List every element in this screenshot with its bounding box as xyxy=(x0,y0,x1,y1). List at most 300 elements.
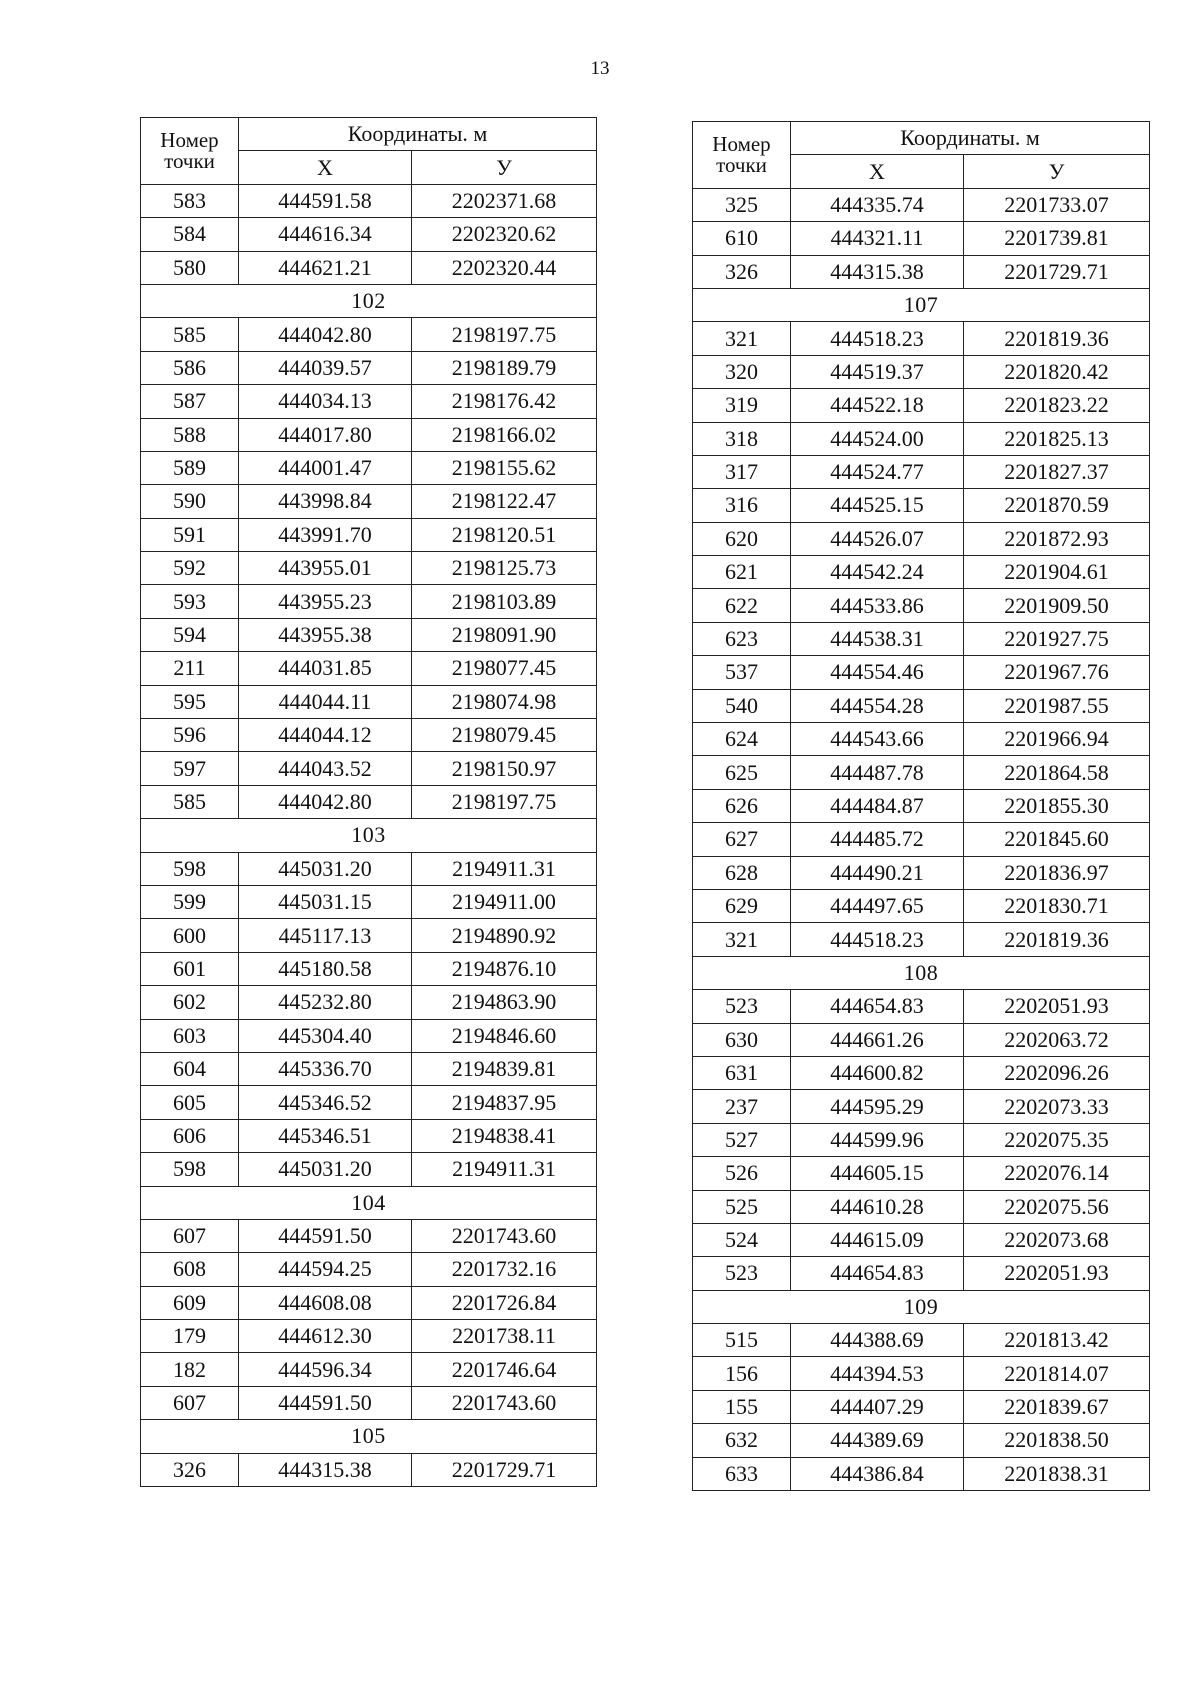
point-number-cell: 602 xyxy=(141,986,239,1019)
x-coordinate-cell: 444600.82 xyxy=(791,1056,964,1089)
x-coordinate-cell: 444017.80 xyxy=(239,418,412,451)
y-coordinate-cell: 2201839.67 xyxy=(964,1390,1150,1423)
y-coordinate-cell: 2201819.36 xyxy=(964,923,1150,956)
point-number-cell: 326 xyxy=(693,255,791,288)
x-coordinate-cell: 445346.51 xyxy=(239,1119,412,1152)
y-coordinate-cell: 2194846.60 xyxy=(412,1019,597,1052)
point-number-cell: 604 xyxy=(141,1052,239,1085)
y-coordinate-cell: 2202075.56 xyxy=(964,1190,1150,1223)
table-row xyxy=(141,1286,597,1319)
point-number-cell: 319 xyxy=(693,389,791,422)
y-coordinate-cell: 2201966.94 xyxy=(964,723,1150,756)
y-coordinate-cell: 2202096.26 xyxy=(964,1056,1150,1089)
table-row xyxy=(693,1357,1150,1390)
table-row xyxy=(693,322,1150,355)
table-row xyxy=(141,919,597,952)
y-coordinate-cell: 2201814.07 xyxy=(964,1357,1150,1390)
point-number-cell: 525 xyxy=(693,1190,791,1223)
point-number-cell: 590 xyxy=(141,485,239,518)
table-row xyxy=(141,1320,597,1353)
section-row xyxy=(693,1290,1150,1323)
table-row xyxy=(693,889,1150,922)
point-number-cell: 596 xyxy=(141,719,239,752)
x-coordinate-cell: 445232.80 xyxy=(239,986,412,1019)
table-row xyxy=(693,1324,1150,1357)
table-row xyxy=(141,952,597,985)
point-number-header: Номер точки xyxy=(693,122,791,189)
y-coordinate-cell: 2201738.11 xyxy=(412,1320,597,1353)
x-coordinate-cell: 445304.40 xyxy=(239,1019,412,1052)
y-coordinate-cell: 2202320.44 xyxy=(412,251,597,284)
table-row xyxy=(693,1457,1150,1490)
y-coordinate-cell: 2198122.47 xyxy=(412,485,597,518)
y-coordinate-cell: 2201855.30 xyxy=(964,789,1150,822)
y-coordinate-cell: 2194839.81 xyxy=(412,1052,597,1085)
y-coordinate-cell: 2198197.75 xyxy=(412,785,597,818)
x-coordinate-cell: 444315.38 xyxy=(239,1453,412,1486)
coordinates-header: Координаты. м xyxy=(239,118,597,151)
x-coordinate-cell: 445031.15 xyxy=(239,885,412,918)
x-coordinate-cell: 444315.38 xyxy=(791,255,964,288)
point-number-cell: 326 xyxy=(141,1453,239,1486)
y-coordinate-cell: 2201830.71 xyxy=(964,889,1150,922)
point-number-cell: 629 xyxy=(693,889,791,922)
x-coordinate-cell: 444407.29 xyxy=(791,1390,964,1423)
point-number-cell: 316 xyxy=(693,489,791,522)
table-row xyxy=(693,455,1150,488)
point-number-cell: 237 xyxy=(693,1090,791,1123)
point-number-cell: 609 xyxy=(141,1286,239,1319)
point-number-cell: 156 xyxy=(693,1357,791,1390)
point-number-cell: 592 xyxy=(141,552,239,585)
y-coordinate-cell: 2198176.42 xyxy=(412,385,597,418)
y-coordinate-cell: 2202073.33 xyxy=(964,1090,1150,1123)
table-row xyxy=(693,723,1150,756)
x-coordinate-cell: 444321.11 xyxy=(791,222,964,255)
point-number-cell: 321 xyxy=(693,923,791,956)
x-coordinate-cell: 444386.84 xyxy=(791,1457,964,1490)
x-coordinate-cell: 445346.52 xyxy=(239,1086,412,1119)
table-row xyxy=(141,1253,597,1286)
table-row xyxy=(141,986,597,1019)
y-coordinate-cell: 2198103.89 xyxy=(412,585,597,618)
table-row xyxy=(693,756,1150,789)
section-label: 102 xyxy=(141,284,597,317)
table-row xyxy=(693,1157,1150,1190)
table-row xyxy=(693,923,1150,956)
y-coordinate-cell: 2194837.95 xyxy=(412,1086,597,1119)
x-coordinate-cell: 444044.12 xyxy=(239,719,412,752)
x-coordinate-cell: 444518.23 xyxy=(791,322,964,355)
x-coordinate-cell: 444594.25 xyxy=(239,1253,412,1286)
x-coordinate-cell: 444608.08 xyxy=(239,1286,412,1319)
x-coordinate-cell: 444605.15 xyxy=(791,1157,964,1190)
x-coordinate-cell: 444524.00 xyxy=(791,422,964,455)
y-coordinate-cell: 2201909.50 xyxy=(964,589,1150,622)
y-coordinate-cell: 2198079.45 xyxy=(412,719,597,752)
point-number-cell: 588 xyxy=(141,418,239,451)
point-number-cell: 594 xyxy=(141,618,239,651)
x-coordinate-cell: 444543.66 xyxy=(791,723,964,756)
point-number-cell: 607 xyxy=(141,1219,239,1252)
y-coordinate-cell: 2194890.92 xyxy=(412,919,597,952)
y-coordinate-cell: 2202051.93 xyxy=(964,990,1150,1023)
table-row xyxy=(693,222,1150,255)
table-row xyxy=(693,1023,1150,1056)
x-coordinate-cell: 444612.30 xyxy=(239,1320,412,1353)
table-row xyxy=(693,1123,1150,1156)
point-number-cell: 585 xyxy=(141,318,239,351)
point-number-cell: 597 xyxy=(141,752,239,785)
x-coordinate-cell: 443991.70 xyxy=(239,518,412,551)
y-coordinate-cell: 2201726.84 xyxy=(412,1286,597,1319)
table-row xyxy=(141,652,597,685)
x-coordinate-cell: 444591.50 xyxy=(239,1219,412,1252)
table-row xyxy=(141,1153,597,1186)
y-coordinate-cell: 2198150.97 xyxy=(412,752,597,785)
coordinates-header: Координаты. м xyxy=(791,122,1150,155)
coordinates-table-right xyxy=(692,121,1150,1491)
point-number-cell: 580 xyxy=(141,251,239,284)
y-coordinate-cell: 2201838.50 xyxy=(964,1424,1150,1457)
y-coordinate-cell: 2201746.64 xyxy=(412,1353,597,1386)
x-coordinate-cell: 444615.09 xyxy=(791,1223,964,1256)
point-number-cell: 605 xyxy=(141,1086,239,1119)
x-coordinate-cell: 444542.24 xyxy=(791,556,964,589)
table-row xyxy=(693,622,1150,655)
y-coordinate-cell: 2194863.90 xyxy=(412,986,597,1019)
x-coordinate-cell: 444335.74 xyxy=(791,188,964,221)
y-coordinate-cell: 2198091.90 xyxy=(412,618,597,651)
y-header: У xyxy=(964,155,1150,188)
point-number-cell: 623 xyxy=(693,622,791,655)
point-number-cell: 318 xyxy=(693,422,791,455)
x-coordinate-cell: 445031.20 xyxy=(239,1153,412,1186)
point-number-cell: 211 xyxy=(141,652,239,685)
x-coordinate-cell: 444525.15 xyxy=(791,489,964,522)
point-number-cell: 624 xyxy=(693,723,791,756)
x-coordinate-cell: 444554.28 xyxy=(791,689,964,722)
table-row xyxy=(141,552,597,585)
point-number-cell: 631 xyxy=(693,1056,791,1089)
table-row xyxy=(141,1386,597,1419)
x-coordinate-cell: 444661.26 xyxy=(791,1023,964,1056)
y-coordinate-cell: 2201836.97 xyxy=(964,856,1150,889)
y-coordinate-cell: 2198120.51 xyxy=(412,518,597,551)
point-number-cell: 626 xyxy=(693,789,791,822)
point-number-cell: 320 xyxy=(693,355,791,388)
x-coordinate-cell: 444042.80 xyxy=(239,318,412,351)
x-coordinate-cell: 444595.29 xyxy=(791,1090,964,1123)
table-row xyxy=(141,585,597,618)
table-row xyxy=(693,389,1150,422)
table-row xyxy=(141,318,597,351)
section-label: 109 xyxy=(693,1290,1150,1323)
table-row xyxy=(693,789,1150,822)
table-row xyxy=(141,852,597,885)
point-number-cell: 627 xyxy=(693,823,791,856)
table-row xyxy=(141,885,597,918)
y-coordinate-cell: 2194911.31 xyxy=(412,852,597,885)
y-coordinate-cell: 2198074.98 xyxy=(412,685,597,718)
x-coordinate-cell: 444599.96 xyxy=(791,1123,964,1156)
table-row xyxy=(693,1257,1150,1290)
table-row xyxy=(141,1052,597,1085)
y-coordinate-cell: 2201845.60 xyxy=(964,823,1150,856)
x-coordinate-cell: 444042.80 xyxy=(239,785,412,818)
point-number-cell: 584 xyxy=(141,218,239,251)
table-row xyxy=(693,589,1150,622)
y-coordinate-cell: 2202076.14 xyxy=(964,1157,1150,1190)
x-coordinate-cell: 444654.83 xyxy=(791,1257,964,1290)
y-coordinate-cell: 2202075.35 xyxy=(964,1123,1150,1156)
point-number-cell: 625 xyxy=(693,756,791,789)
table-row xyxy=(141,1353,597,1386)
y-coordinate-cell: 2201743.60 xyxy=(412,1386,597,1419)
point-number-cell: 524 xyxy=(693,1223,791,1256)
table-row xyxy=(693,856,1150,889)
y-coordinate-cell: 2198155.62 xyxy=(412,451,597,484)
section-row xyxy=(693,288,1150,321)
table-row xyxy=(141,685,597,718)
table-row xyxy=(141,1453,597,1486)
y-coordinate-cell: 2194876.10 xyxy=(412,952,597,985)
table-row xyxy=(141,752,597,785)
point-number-cell: 540 xyxy=(693,689,791,722)
table-row xyxy=(693,188,1150,221)
x-coordinate-cell: 445117.13 xyxy=(239,919,412,952)
x-coordinate-cell: 444591.58 xyxy=(239,184,412,217)
point-number-cell: 587 xyxy=(141,385,239,418)
section-row xyxy=(141,1420,597,1453)
y-coordinate-cell: 2201813.42 xyxy=(964,1324,1150,1357)
x-coordinate-cell: 444526.07 xyxy=(791,522,964,555)
table-row xyxy=(141,719,597,752)
y-coordinate-cell: 2201872.93 xyxy=(964,522,1150,555)
table-row xyxy=(693,489,1150,522)
point-number-cell: 515 xyxy=(693,1324,791,1357)
table-row xyxy=(693,1190,1150,1223)
x-coordinate-cell: 444522.18 xyxy=(791,389,964,422)
x-coordinate-cell: 444554.46 xyxy=(791,656,964,689)
y-coordinate-cell: 2198166.02 xyxy=(412,418,597,451)
y-coordinate-cell: 2194911.00 xyxy=(412,885,597,918)
x-coordinate-cell: 444610.28 xyxy=(791,1190,964,1223)
y-coordinate-cell: 2201733.07 xyxy=(964,188,1150,221)
table-row xyxy=(141,351,597,384)
table-row xyxy=(141,184,597,217)
point-number-cell: 537 xyxy=(693,656,791,689)
x-coordinate-cell: 444621.21 xyxy=(239,251,412,284)
point-number-cell: 610 xyxy=(693,222,791,255)
table-row xyxy=(693,355,1150,388)
point-number-cell: 527 xyxy=(693,1123,791,1156)
page-number: 13 xyxy=(590,58,610,79)
y-coordinate-cell: 2201729.71 xyxy=(964,255,1150,288)
y-coordinate-cell: 2202320.62 xyxy=(412,218,597,251)
y-coordinate-cell: 2201987.55 xyxy=(964,689,1150,722)
x-coordinate-cell: 444484.87 xyxy=(791,789,964,822)
point-number-cell: 585 xyxy=(141,785,239,818)
x-coordinate-cell: 444039.57 xyxy=(239,351,412,384)
x-coordinate-cell: 445336.70 xyxy=(239,1052,412,1085)
table-row xyxy=(141,418,597,451)
point-number-cell: 155 xyxy=(693,1390,791,1423)
section-label: 108 xyxy=(693,956,1150,989)
table-row xyxy=(141,1019,597,1052)
x-coordinate-cell: 444524.77 xyxy=(791,455,964,488)
point-number-cell: 182 xyxy=(141,1353,239,1386)
point-number-cell: 607 xyxy=(141,1386,239,1419)
x-coordinate-cell: 444043.52 xyxy=(239,752,412,785)
coordinates-table-left xyxy=(140,117,597,1487)
y-coordinate-cell: 2198189.79 xyxy=(412,351,597,384)
y-coordinate-cell: 2202051.93 xyxy=(964,1257,1150,1290)
section-label: 107 xyxy=(693,288,1150,321)
table-row xyxy=(141,1219,597,1252)
x-coordinate-cell: 443955.23 xyxy=(239,585,412,618)
y-coordinate-cell: 2201870.59 xyxy=(964,489,1150,522)
point-number-cell: 622 xyxy=(693,589,791,622)
table-row xyxy=(693,823,1150,856)
x-coordinate-cell: 444538.31 xyxy=(791,622,964,655)
table-row xyxy=(693,422,1150,455)
table-row xyxy=(693,1223,1150,1256)
point-number-cell: 523 xyxy=(693,990,791,1023)
table-row xyxy=(693,689,1150,722)
table-row xyxy=(693,556,1150,589)
y-coordinate-cell: 2201827.37 xyxy=(964,455,1150,488)
x-coordinate-cell: 444001.47 xyxy=(239,451,412,484)
y-coordinate-cell: 2202063.72 xyxy=(964,1023,1150,1056)
table-row xyxy=(141,618,597,651)
y-coordinate-cell: 2198197.75 xyxy=(412,318,597,351)
table-row xyxy=(141,785,597,818)
point-number-header: Номер точки xyxy=(141,118,239,185)
section-row xyxy=(141,284,597,317)
table-body xyxy=(693,188,1150,1490)
x-coordinate-cell: 444518.23 xyxy=(791,923,964,956)
point-number-cell: 589 xyxy=(141,451,239,484)
table-row xyxy=(141,518,597,551)
point-number-cell: 628 xyxy=(693,856,791,889)
x-coordinate-cell: 445180.58 xyxy=(239,952,412,985)
table-row xyxy=(141,385,597,418)
section-row xyxy=(693,956,1150,989)
y-header: У xyxy=(412,151,597,184)
x-coordinate-cell: 445031.20 xyxy=(239,852,412,885)
point-number-cell: 591 xyxy=(141,518,239,551)
section-label: 105 xyxy=(141,1420,597,1453)
point-number-cell: 325 xyxy=(693,188,791,221)
y-coordinate-cell: 2201864.58 xyxy=(964,756,1150,789)
point-number-cell: 321 xyxy=(693,322,791,355)
y-coordinate-cell: 2201838.31 xyxy=(964,1457,1150,1490)
y-coordinate-cell: 2202073.68 xyxy=(964,1223,1150,1256)
point-number-cell: 632 xyxy=(693,1424,791,1457)
table-row xyxy=(693,522,1150,555)
y-coordinate-cell: 2194838.41 xyxy=(412,1119,597,1152)
table-row xyxy=(693,1056,1150,1089)
table-row xyxy=(693,255,1150,288)
point-number-cell: 598 xyxy=(141,852,239,885)
y-coordinate-cell: 2202371.68 xyxy=(412,184,597,217)
point-number-cell: 621 xyxy=(693,556,791,589)
point-number-cell: 608 xyxy=(141,1253,239,1286)
x-coordinate-cell: 443998.84 xyxy=(239,485,412,518)
point-number-cell: 595 xyxy=(141,685,239,718)
x-header: X xyxy=(791,155,964,188)
x-coordinate-cell: 443955.38 xyxy=(239,618,412,651)
x-coordinate-cell: 444394.53 xyxy=(791,1357,964,1390)
table-row xyxy=(141,218,597,251)
x-coordinate-cell: 444485.72 xyxy=(791,823,964,856)
point-number-cell: 586 xyxy=(141,351,239,384)
x-coordinate-cell: 444497.65 xyxy=(791,889,964,922)
point-number-cell: 599 xyxy=(141,885,239,918)
x-header: X xyxy=(239,151,412,184)
point-number-cell: 593 xyxy=(141,585,239,618)
point-number-cell: 601 xyxy=(141,952,239,985)
point-number-cell: 603 xyxy=(141,1019,239,1052)
point-number-cell: 583 xyxy=(141,184,239,217)
y-coordinate-cell: 2201820.42 xyxy=(964,355,1150,388)
x-coordinate-cell: 444654.83 xyxy=(791,990,964,1023)
y-coordinate-cell: 2194911.31 xyxy=(412,1153,597,1186)
y-coordinate-cell: 2201825.13 xyxy=(964,422,1150,455)
x-coordinate-cell: 443955.01 xyxy=(239,552,412,585)
y-coordinate-cell: 2201819.36 xyxy=(964,322,1150,355)
section-label: 103 xyxy=(141,819,597,852)
point-number-cell: 598 xyxy=(141,1153,239,1186)
table-row xyxy=(141,485,597,518)
y-coordinate-cell: 2201967.76 xyxy=(964,656,1150,689)
table-row xyxy=(141,251,597,284)
table-row xyxy=(141,451,597,484)
point-number-cell: 633 xyxy=(693,1457,791,1490)
table-body xyxy=(141,184,597,1486)
y-coordinate-cell: 2198077.45 xyxy=(412,652,597,685)
y-coordinate-cell: 2198125.73 xyxy=(412,552,597,585)
y-coordinate-cell: 2201823.22 xyxy=(964,389,1150,422)
x-coordinate-cell: 444034.13 xyxy=(239,385,412,418)
point-number-cell: 606 xyxy=(141,1119,239,1152)
x-coordinate-cell: 444389.69 xyxy=(791,1424,964,1457)
x-coordinate-cell: 444487.78 xyxy=(791,756,964,789)
point-number-cell: 317 xyxy=(693,455,791,488)
point-number-cell: 630 xyxy=(693,1023,791,1056)
point-number-cell: 526 xyxy=(693,1157,791,1190)
y-coordinate-cell: 2201729.71 xyxy=(412,1453,597,1486)
x-coordinate-cell: 444519.37 xyxy=(791,355,964,388)
table-row xyxy=(693,1424,1150,1457)
x-coordinate-cell: 444591.50 xyxy=(239,1386,412,1419)
section-row xyxy=(141,819,597,852)
table-row xyxy=(693,656,1150,689)
x-coordinate-cell: 444533.86 xyxy=(791,589,964,622)
y-coordinate-cell: 2201739.81 xyxy=(964,222,1150,255)
section-label: 104 xyxy=(141,1186,597,1219)
x-coordinate-cell: 444596.34 xyxy=(239,1353,412,1386)
point-number-cell: 620 xyxy=(693,522,791,555)
table-row xyxy=(693,1390,1150,1423)
y-coordinate-cell: 2201732.16 xyxy=(412,1253,597,1286)
x-coordinate-cell: 444616.34 xyxy=(239,218,412,251)
x-coordinate-cell: 444388.69 xyxy=(791,1324,964,1357)
point-number-cell: 523 xyxy=(693,1257,791,1290)
table-row xyxy=(141,1086,597,1119)
x-coordinate-cell: 444044.11 xyxy=(239,685,412,718)
